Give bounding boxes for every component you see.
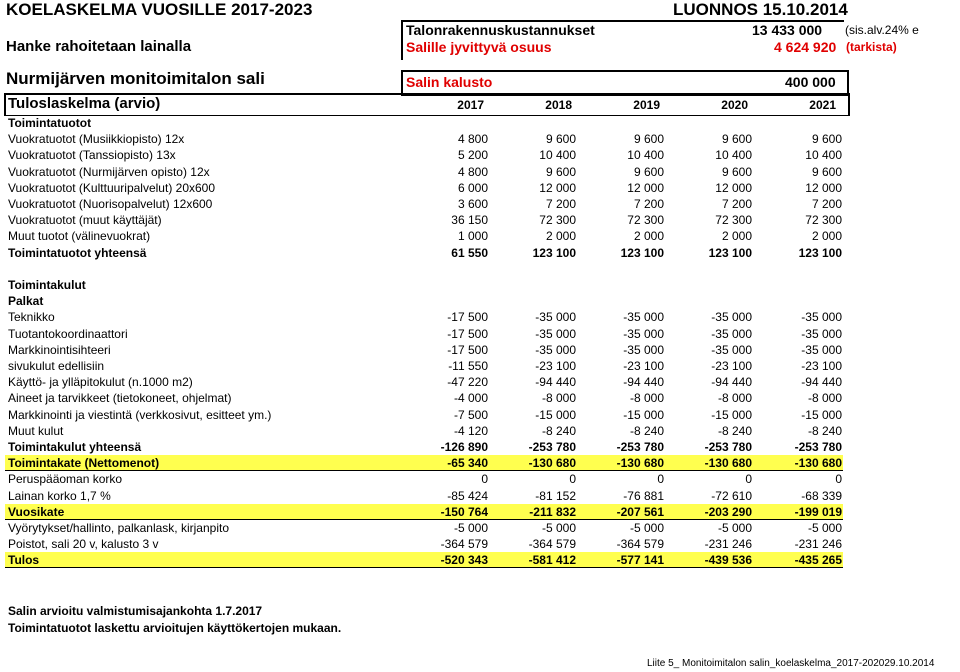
row-value: 10 400 [539,148,576,163]
row-value: -15 000 [535,407,576,422]
row-label: Toimintakate (Nettomenot) [8,456,160,471]
table-row [0,471,850,487]
row-value: -5 000 [541,521,576,535]
row-value: -231 246 [704,537,752,552]
row-value: 2 000 [811,229,842,244]
row-value: -35 000 [801,326,842,341]
hall-heading: Nurmijärven monitoimitalon sali [6,69,265,88]
table-row [0,326,850,342]
loan-note: Hanke rahoitetaan lainalla [6,38,192,55]
row-value: 2 000 [633,229,664,244]
row-value: 9 600 [811,132,842,147]
row-value: -130 680 [528,456,576,471]
row-value: -17 500 [447,310,488,325]
table-row [0,228,850,244]
row-value: -5 000 [807,521,842,535]
row-value: -85 424 [447,488,488,503]
row-value: 0 [657,472,664,487]
row-value: -231 246 [794,537,842,552]
table-row [0,520,850,536]
row-value: 7 200 [633,197,664,211]
row-value: -203 290 [704,504,752,519]
table-row [0,196,850,212]
row-label: Vuosikate [8,504,65,519]
row-value: 12 000 [539,180,576,195]
row-label: Vuokratuotot (Nuorisopalvelut) 12x600 [8,197,213,211]
row-value: -5 000 [629,521,664,535]
table-row [0,180,850,196]
completion-note: Salin arvioitu valmistumisajankohta 1.7.2017 [8,604,263,618]
construction-cost-note: (sis.alv.24% e [845,23,919,37]
row-value: 72 300 [627,213,664,228]
row-label: Toimintatuotot [8,116,92,130]
row-value: 123 100 [620,245,664,260]
row-value: 7 200 [721,197,752,211]
table-row [0,358,850,374]
row-value: -253 780 [616,440,664,454]
row-value: 72 300 [805,213,842,228]
row-label: Vuokratuotot (Tanssiopisto) 13x [8,148,176,163]
table-row [0,455,850,471]
draft-label: LUONNOS 15.10.2014 [673,0,848,19]
row-label: Teknikko [8,310,55,325]
row-value: 0 [745,472,752,487]
row-value: -7 500 [453,407,488,422]
row-value: -35 000 [623,342,664,357]
row-value: -253 780 [704,440,752,454]
row-value: -8 240 [807,423,842,438]
year-header: 2017 [457,98,484,112]
row-value: -581 412 [528,553,576,568]
table-row [0,439,850,455]
row-value: -15 000 [711,407,752,422]
row-value: 0 [481,472,488,487]
row-value: -94 440 [711,375,752,390]
row-value: -8 000 [807,391,842,406]
row-value: -23 100 [801,359,842,373]
table-row [0,164,850,180]
row-label: Markkinointi ja viestintä (verkkosivut, esitteet ym.) [8,407,272,422]
row-value: -8 240 [629,423,664,438]
row-value: 7 200 [545,197,576,211]
row-label: Vuokratuotot (Musiikkiopisto) 12x [8,132,185,147]
row-value: 123 100 [532,245,576,260]
row-value: -35 000 [711,326,752,341]
row-label: Tuotantokoordinaattori [8,326,128,341]
table-row [0,390,850,406]
row-label: Muut tuotot (välinevuokrat) [8,229,151,244]
row-value: 6 000 [457,180,488,195]
row-value: -130 680 [794,456,842,471]
row-value: -364 579 [616,537,664,552]
row-value: -76 881 [623,488,664,503]
row-value: -35 000 [801,310,842,325]
table-row [0,423,850,439]
row-value: 4 800 [457,132,488,147]
row-value: 5 200 [457,148,488,163]
row-value: 61 550 [451,245,488,260]
row-value: -253 780 [794,440,842,454]
row-value: -435 265 [794,553,842,568]
row-value: -15 000 [623,407,664,422]
row-value: 12 000 [805,180,842,195]
row-value: -35 000 [535,326,576,341]
furniture-value: 400 000 [785,74,836,90]
hall-share-note: (tarkista) [846,40,897,54]
row-value: -199 019 [794,504,842,519]
row-label: Peruspääoman korko [8,472,123,487]
table-row [0,293,850,309]
row-value: -35 000 [535,310,576,325]
row-label: Muut kulut [8,423,64,438]
row-label: Käyttö- ja ylläpitokulut (n.1000 m2) [8,375,193,390]
row-value: 123 100 [798,245,842,260]
row-label: Tulos [8,553,40,568]
row-value: -211 832 [529,504,576,519]
row-value: -94 440 [535,375,576,390]
row-value: -8 000 [717,391,752,406]
hall-share-label: Salille jyvittyvä osuus [406,39,552,55]
row-value: -5 000 [453,521,488,535]
row-value: 9 600 [545,132,576,147]
row-value: -8 000 [629,391,664,406]
row-value: -150 764 [440,504,488,519]
row-value: -253 780 [528,440,576,454]
row-value: -8 240 [717,423,752,438]
row-value: 10 400 [715,148,752,163]
row-value: 123 100 [708,245,752,260]
row-value: 72 300 [715,213,752,228]
row-value: -4 000 [453,391,488,406]
row-value: -35 000 [623,326,664,341]
row-value: 9 600 [545,164,576,179]
row-value: 3 600 [457,197,488,211]
furniture-label: Salin kalusto [406,74,493,90]
row-label: Toimintakulut yhteensä [8,440,142,454]
table-row [0,212,850,228]
hall-share-value: 4 624 920 [774,39,837,55]
table-heading: Tuloslaskelma (arvio) [8,95,161,112]
row-value: 4 800 [457,164,488,179]
row-value: -94 440 [801,375,842,390]
construction-cost-label: Talonrakennuskustannukset [406,22,595,38]
row-value: -17 500 [447,342,488,357]
table-row [0,504,850,520]
row-value: -23 100 [535,359,576,373]
row-value: 9 600 [721,164,752,179]
row-value: 36 150 [451,213,488,228]
row-value: -17 500 [447,326,488,341]
row-value: 9 600 [811,164,842,179]
row-value: 2 000 [545,229,576,244]
row-value: 1 000 [457,229,488,244]
row-value: -65 340 [447,456,488,471]
year-header: 2019 [633,98,660,112]
row-value: -439 536 [704,553,752,568]
row-value: -35 000 [711,342,752,357]
row-value: 0 [569,472,576,487]
row-value: -130 680 [616,456,664,471]
row-value: -15 000 [801,407,842,422]
row-value: -35 000 [535,342,576,357]
row-value: 9 600 [721,132,752,147]
table-row [0,131,850,147]
row-value: -72 610 [711,488,752,503]
row-label: Markkinointisihteeri [8,342,111,357]
row-value: -35 000 [711,310,752,325]
row-label: Vyörytykset/hallinto, palkanlask, kirjanpito [8,521,229,535]
row-value: -68 339 [801,488,842,503]
row-value: 9 600 [633,132,664,147]
row-value: -4 120 [453,423,488,438]
row-label: Aineet ja tarvikkeet (tietokoneet, ohjelmat) [8,391,232,406]
row-value: -577 141 [616,553,664,568]
row-value: -23 100 [623,359,664,373]
row-label: Toimintatuotot yhteensä [8,245,147,260]
row-value: -207 561 [616,504,664,519]
table-row [0,261,850,277]
row-label: Vuokratuotot (Nurmijärven opisto) 12x [8,164,210,179]
row-value: 12 000 [715,180,752,195]
table-row [0,536,850,552]
row-value: -364 579 [440,537,488,552]
construction-cost-value: 13 433 000 [752,22,823,38]
income-note: Toimintatuotot laskettu arvioitujen käyttökertojen mukaan. [8,621,342,635]
year-header: 2021 [809,98,836,112]
table-row [0,147,850,163]
row-value: -94 440 [623,375,664,390]
row-value: 9 600 [633,164,664,179]
row-value: -130 680 [704,456,752,471]
table-row [0,245,850,261]
row-value: -47 220 [447,375,488,390]
row-label: Vuokratuotot (Kulttuuripalvelut) 20x600 [8,180,216,195]
row-value: -35 000 [623,310,664,325]
row-value: 10 400 [627,148,664,163]
row-label: Poistot, sali 20 v, kalusto 3 v [8,537,159,552]
row-value: -8 240 [541,423,576,438]
row-value: 10 400 [805,148,842,163]
row-label: Vuokratuotot (muut käyttäjät) [8,213,162,228]
row-label: Lainan korko 1,7 % [8,488,111,503]
row-value: -11 550 [448,359,488,373]
table-row [0,277,850,293]
row-value: -8 000 [541,391,576,406]
table-row [0,488,850,504]
row-value: -520 343 [440,553,488,568]
row-label: Toimintakulut [8,278,86,292]
table-row [0,552,850,568]
row-value: 72 300 [539,213,576,228]
table-row [0,309,850,325]
row-value: 12 000 [627,180,664,195]
row-value: 7 200 [811,197,842,211]
row-value: 2 000 [721,229,752,244]
year-header: 2020 [721,98,748,112]
row-value: -5 000 [717,521,752,535]
table-row [0,407,850,423]
row-value: -364 579 [528,537,576,552]
table-row [0,115,850,131]
row-label: sivukulut edellisiin [8,359,105,373]
row-value: -35 000 [801,342,842,357]
table-row [0,342,850,358]
table-row [0,374,850,390]
row-label: Palkat [8,294,44,309]
row-value: -81 152 [535,488,576,503]
row-value: 0 [835,472,842,487]
row-value: -23 100 [711,359,752,373]
document-title: KOELASKELMA VUOSILLE 2017-2023 [6,0,313,19]
page-footer: Liite 5_ Monitoimitalon salin_koelaskelma_2017-202029.10.2014 [647,658,935,669]
row-value: -126 890 [440,440,488,454]
year-header: 2018 [545,98,572,112]
